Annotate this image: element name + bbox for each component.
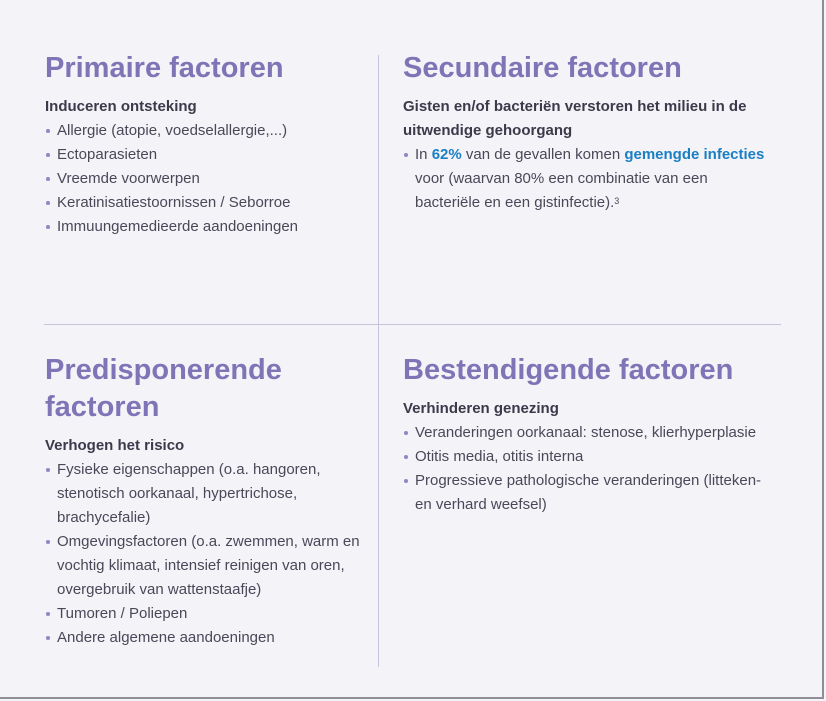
item-prefix: In	[415, 146, 432, 163]
list-item: Vreemde voorwerpen	[45, 167, 370, 191]
item-middle: van de gevallen komen	[461, 146, 625, 163]
secundaire-factoren-title: Secundaire factoren	[403, 52, 682, 84]
bestendigende-factoren-subtitle: Verhinderen genezing	[403, 400, 559, 417]
secundaire-factoren-list	[403, 143, 773, 215]
list-item: Ectoparasieten	[45, 143, 370, 167]
secundaire-factoren-section	[403, 50, 773, 215]
primaire-factoren-list	[45, 119, 370, 239]
infection-highlight: gemengde infecties	[624, 146, 765, 163]
list-item: Progressieve pathologische veranderingen (litteken- en verhard weefsel)	[403, 469, 773, 517]
list-item: Tumoren / Poliepen	[45, 602, 370, 626]
predisponerende-factoren-section	[45, 352, 370, 650]
predisponerende-factoren-title: Predisponerende factoren	[45, 354, 282, 423]
list-item: Fysieke eigenschappen (o.a. hangoren, stenotisch oorkanaal, hypertrichose, brachycefalie)	[45, 458, 370, 530]
item-suffix: voor (waarvan 80% een combinatie van een bacteriële en een gistinfectie).	[415, 170, 708, 211]
list-item: Omgevingsfactoren (o.a. zwemmen, warm en vochtig klimaat, intensief reinigen van oren, overgebruik van wattenstaafje)	[45, 530, 370, 602]
bestendigende-factoren-section	[403, 352, 773, 517]
horizontal-divider	[44, 324, 781, 325]
primaire-factoren-section	[45, 50, 370, 239]
vertical-divider	[378, 55, 379, 667]
list-item: Andere algemene aandoeningen	[45, 626, 370, 650]
percent-highlight: 62%	[431, 146, 462, 163]
predisponerende-factoren-list	[45, 458, 370, 650]
list-item: Veranderingen oorkanaal: stenose, klierhyperplasie	[403, 421, 773, 445]
bestendigende-factoren-title: Bestendigende factoren	[403, 354, 734, 386]
primaire-factoren-subtitle: Induceren ontsteking	[45, 98, 197, 115]
secundaire-factoren-subtitle: Gisten en/of bacteriën verstoren het milieu in de uitwendige gehoorgang	[403, 98, 747, 139]
primaire-factoren-title: Primaire factoren	[45, 52, 284, 84]
list-item: Otitis media, otitis interna	[403, 445, 773, 469]
predisponerende-factoren-subtitle: Verhogen het risico	[45, 437, 185, 454]
list-item: Keratinisatiestoornissen / Seborroe	[45, 191, 370, 215]
footnote-marker: 3	[614, 196, 620, 206]
list-item	[403, 143, 773, 215]
list-item: Allergie (atopie, voedselallergie,...)	[45, 119, 370, 143]
bestendigende-factoren-list	[403, 421, 773, 517]
list-item: Immuungemedieerde aandoeningen	[45, 215, 370, 239]
